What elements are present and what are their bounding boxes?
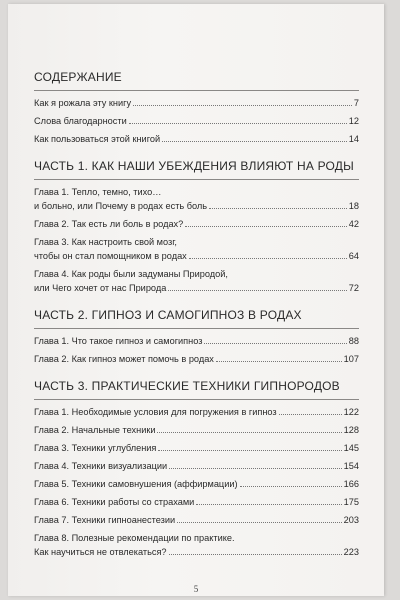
toc-page-number: 175 [343,497,359,507]
book-page [8,4,384,596]
toc-entry[interactable] [34,97,359,109]
toc-entry-label: Глава 1. Необходимые условия для погружения в гипноз [34,407,277,417]
dot-leader [189,258,347,259]
toc-entry[interactable] [34,282,359,294]
toc-entry-label: и больно, или Почему в родах есть боль [34,201,208,211]
toc-entry-label: Глава 2. Начальные техники [34,425,156,435]
toc-entry-label: Глава 4. Техники визуализации [34,461,168,471]
dot-leader [157,432,341,433]
toc-entry-label: Слова благодарности [34,116,127,126]
toc-page-number: 7 [353,98,359,108]
toc-page-number: 64 [348,251,359,261]
toc-page-number: 203 [343,515,359,525]
section-divider [34,328,359,329]
dot-leader [240,486,342,487]
dot-leader [169,468,342,469]
dot-leader [162,141,347,142]
toc-entry-label: Глава 2. Как гипноз может помочь в родах [34,354,214,364]
toc-entry-label: Глава 2. Так есть ли боль в родах? [34,219,184,229]
dot-leader [129,123,347,124]
toc-entry[interactable] [34,218,359,230]
toc-entry-label: Глава 4. Как роды были задуманы Природой, [34,269,228,279]
toc-entry[interactable] [34,186,359,198]
toc-page-number: 72 [348,283,359,293]
section-divider [34,90,359,91]
toc-section [34,70,359,145]
section-title: СОДЕРЖАНИЕ [34,70,122,84]
section-title: ЧАСТЬ 3. ПРАКТИЧЕСКИЕ ТЕХНИКИ ГИПНОРОДОВ [34,379,340,393]
toc-entry[interactable] [34,200,359,212]
toc-entry-label: чтобы он стал помощником в родах [34,251,187,261]
toc-entry[interactable] [34,115,359,127]
toc-entry[interactable] [34,460,359,472]
toc-entry[interactable] [34,250,359,262]
dot-leader [209,208,347,209]
toc-entry-label: Глава 3. Как настроить свой мозг, [34,237,177,247]
toc-entry[interactable] [34,133,359,145]
dot-leader [279,414,342,415]
toc-entry[interactable] [34,268,359,280]
toc-entry-label: Глава 1. Что такое гипноз и самогипноз [34,336,203,346]
toc-entry[interactable] [34,496,359,508]
toc-page-number: 12 [348,116,359,126]
dot-leader [204,343,346,344]
toc-page-number: 14 [348,134,359,144]
toc-entry[interactable] [34,532,359,544]
toc-page-number: 154 [343,461,359,471]
toc-entry-label: или Чего хочет от нас Природа [34,283,167,293]
toc-entry[interactable] [34,406,359,418]
toc-section [34,379,359,558]
toc-entry[interactable] [34,424,359,436]
toc-entry-label: Как пользоваться этой книгой [34,134,161,144]
dot-leader [169,554,342,555]
toc-page-number: 223 [343,547,359,557]
toc-page-number: 107 [343,354,359,364]
section-divider [34,179,359,180]
toc-entry[interactable] [34,353,359,365]
toc-page-number: 88 [348,336,359,346]
toc-entry[interactable] [34,546,359,558]
section-divider [34,399,359,400]
toc-page-number: 122 [343,407,359,417]
toc-entry-label: Глава 6. Техники работы со страхами [34,497,195,507]
section-title: ЧАСТЬ 2. ГИПНОЗ И САМОГИПНОЗ В РОДАХ [34,308,302,322]
toc-section [34,159,359,294]
toc-entry-label: Как я рожала эту книгу [34,98,132,108]
dot-leader [196,504,341,505]
dot-leader [185,226,347,227]
toc-page-number: 166 [343,479,359,489]
toc-entry[interactable] [34,514,359,526]
toc-entry-label: Как научиться не отвлекаться? [34,547,167,557]
toc-entry-label: Глава 1. Тепло, темно, тихо… [34,187,162,197]
dot-leader [216,361,342,362]
toc-entry-label: Глава 3. Техники углубления [34,443,157,453]
dot-leader [168,290,346,291]
dot-leader [158,450,341,451]
toc-entry[interactable] [34,335,359,347]
dot-leader [133,105,352,106]
toc-section [34,308,359,365]
toc-page-number: 128 [343,425,359,435]
toc-entry[interactable] [34,478,359,490]
page-number: 5 [193,584,199,594]
toc-entry[interactable] [34,442,359,454]
toc-entry-label: Глава 7. Техники гипноанестезии [34,515,176,525]
dot-leader [177,522,342,523]
table-of-contents [34,70,359,564]
toc-entry-label: Глава 5. Техники самовнушения (аффирмации) [34,479,238,489]
toc-entry-label: Глава 8. Полезные рекомендации по практике. [34,533,235,543]
toc-page-number: 42 [348,219,359,229]
toc-page-number: 18 [348,201,359,211]
toc-entry[interactable] [34,236,359,248]
toc-page-number: 145 [343,443,359,453]
section-title: ЧАСТЬ 1. КАК НАШИ УБЕЖДЕНИЯ ВЛИЯЮТ НА РОДЫ [34,159,354,173]
